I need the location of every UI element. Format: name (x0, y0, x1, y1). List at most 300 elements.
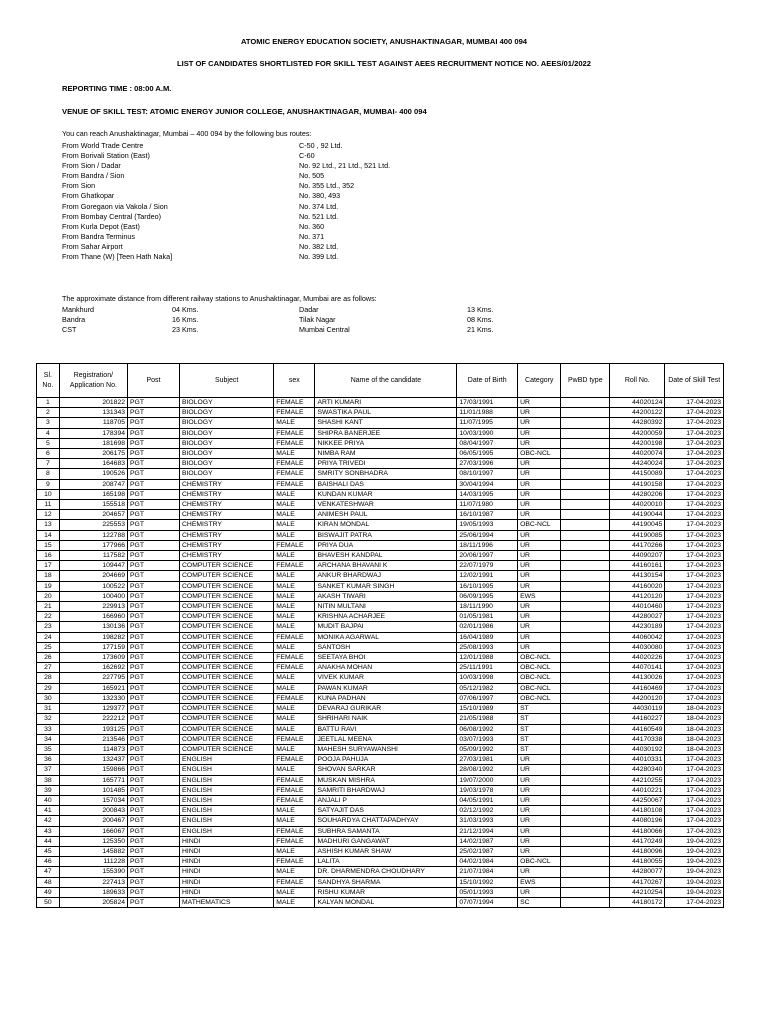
bus-route-from: From Borivali Station (East) (62, 151, 150, 161)
table-cell: UR (518, 398, 561, 408)
table-row (37, 683, 724, 693)
table-cell (561, 398, 610, 408)
table-cell: ST (518, 744, 561, 754)
table-cell: SUBHRA SAMANTA (315, 826, 457, 836)
table-cell: 19 (37, 581, 60, 591)
reporting-time: REPORTING TIME : 08:00 A.M. (62, 84, 172, 93)
table-cell: PGT (128, 438, 180, 448)
table-row (37, 510, 724, 520)
bus-route-number: No. 355 Ltd., 352 (299, 181, 355, 191)
table-cell: UR (518, 785, 561, 795)
table-cell: UR (518, 438, 561, 448)
table-cell: 44150089 (610, 469, 665, 479)
table-cell: FEMALE (274, 469, 315, 479)
table-cell: 17/03/1991 (457, 398, 518, 408)
table-cell (561, 653, 610, 663)
table-cell: NIMBA RAM (315, 449, 457, 459)
table-cell: 17-04-2023 (665, 520, 724, 530)
table-cell: CHEMISTRY (180, 530, 274, 540)
column-header: Date of Skill Test (665, 364, 724, 398)
table-cell: FEMALE (274, 632, 315, 642)
table-cell: 13 (37, 520, 60, 530)
table-cell: 11/07/1980 (457, 500, 518, 510)
table-cell: POOJA PAHUJA (315, 755, 457, 765)
table-row (37, 663, 724, 673)
table-cell: UR (518, 826, 561, 836)
table-cell: UR (518, 795, 561, 805)
station-distance: 16 Kms. (172, 315, 199, 325)
table-cell: 10 (37, 489, 60, 499)
table-row (37, 755, 724, 765)
table-cell: 14 (37, 530, 60, 540)
station-distance: 08 Kms. (467, 315, 494, 325)
table-cell (561, 683, 610, 693)
table-cell: 17-04-2023 (665, 479, 724, 489)
table-cell (561, 744, 610, 754)
table-cell: BHAVESH KANDPAL (315, 551, 457, 561)
table-cell: 20 (37, 591, 60, 601)
table-cell: 21/05/1988 (457, 714, 518, 724)
table-cell: PGT (128, 418, 180, 428)
table-cell: ST (518, 734, 561, 744)
table-cell: SWASTIKA PAUL (315, 408, 457, 418)
table-cell: 19/05/1993 (457, 520, 518, 530)
distance-intro: The approximate distance from different railway stations to Anushaktinagar, Mumbai are as follows: (62, 294, 377, 303)
table-cell: 04/05/1991 (457, 795, 518, 805)
table-cell: 165198 (59, 489, 127, 499)
table-cell: UR (518, 887, 561, 897)
table-cell (561, 775, 610, 785)
column-header: sex (274, 364, 315, 398)
table-cell (561, 857, 610, 867)
table-cell: MALE (274, 724, 315, 734)
table-cell: MALE (274, 642, 315, 652)
table-cell: 08/10/1997 (457, 469, 518, 479)
table-cell: COMPUTER SCIENCE (180, 612, 274, 622)
table-cell: 132437 (59, 755, 127, 765)
table-cell: 162692 (59, 663, 127, 673)
table-cell: 227795 (59, 673, 127, 683)
table-cell: 07/07/1994 (457, 897, 518, 907)
table-cell: 44240024 (610, 459, 665, 469)
table-cell: ARTI KUMARI (315, 398, 457, 408)
table-cell: EWS (518, 877, 561, 887)
table-cell: 16 (37, 551, 60, 561)
table-cell: FEMALE (274, 428, 315, 438)
table-cell: 44120120 (610, 591, 665, 601)
table-cell: 118705 (59, 418, 127, 428)
bus-route-number: No. 374 Ltd. (299, 201, 339, 211)
table-cell: SHRIHARI NAIK (315, 714, 457, 724)
table-cell: 15/10/1989 (457, 704, 518, 714)
table-cell: HINDI (180, 846, 274, 856)
table-cell: PGT (128, 744, 180, 754)
table-row (37, 653, 724, 663)
table-cell: ST (518, 704, 561, 714)
table-row (37, 857, 724, 867)
table-cell: SATYAJIT DAS (315, 806, 457, 816)
table-cell (561, 663, 610, 673)
station-distance: 13 Kms. (467, 305, 494, 314)
table-cell: 44020124 (610, 398, 665, 408)
table-row (37, 428, 724, 438)
table-cell: MALE (274, 683, 315, 693)
table-cell: PGT (128, 857, 180, 867)
table-cell: MALE (274, 551, 315, 561)
bus-route-from: From Bandra Terminus (62, 231, 135, 241)
table-cell: COMPUTER SCIENCE (180, 663, 274, 673)
table-row (37, 622, 724, 632)
table-cell: MALE (274, 897, 315, 907)
table-cell: 21/12/1994 (457, 826, 518, 836)
table-cell: MALE (274, 744, 315, 754)
table-cell: RISHU KUMAR (315, 887, 457, 897)
table-cell: 114873 (59, 744, 127, 754)
table-cell: PGT (128, 775, 180, 785)
table-cell: 44010331 (610, 755, 665, 765)
table-cell: 44190045 (610, 520, 665, 530)
table-row (37, 408, 724, 418)
table-cell: UR (518, 581, 561, 591)
table-cell (561, 602, 610, 612)
table-cell: 17-04-2023 (665, 571, 724, 581)
table-cell: OBC-NCL (518, 653, 561, 663)
table-cell: ENGLISH (180, 775, 274, 785)
table-cell: 132330 (59, 693, 127, 703)
table-cell: MALE (274, 602, 315, 612)
table-cell: 32 (37, 714, 60, 724)
table-cell: HINDI (180, 857, 274, 867)
table-row (37, 438, 724, 448)
table-cell: COMPUTER SCIENCE (180, 622, 274, 632)
table-cell: 44280340 (610, 765, 665, 775)
table-cell: 109447 (59, 561, 127, 571)
table-cell: 44170266 (610, 540, 665, 550)
table-cell: 17-04-2023 (665, 500, 724, 510)
table-cell: OBC-NCL (518, 683, 561, 693)
table-cell: 44200198 (610, 438, 665, 448)
table-cell: 49 (37, 887, 60, 897)
table-row (37, 459, 724, 469)
table-cell: MALE (274, 571, 315, 581)
table-cell: 39 (37, 785, 60, 795)
station-name: Tilak Nagar (299, 315, 336, 325)
table-cell: 29 (37, 683, 60, 693)
table-cell: FEMALE (274, 459, 315, 469)
column-header: Date of Birth (457, 364, 518, 398)
table-cell: COMPUTER SCIENCE (180, 602, 274, 612)
table-cell: OBC-NCL (518, 663, 561, 673)
station-name: Mumbai Central (299, 325, 350, 335)
table-cell (561, 806, 610, 816)
table-cell: PGT (128, 673, 180, 683)
table-cell: PGT (128, 551, 180, 561)
table-cell: PAWAN KUMAR (315, 683, 457, 693)
table-cell: KIRAN MONDAL (315, 520, 457, 530)
table-cell (561, 551, 610, 561)
table-cell: 100400 (59, 591, 127, 601)
table-cell: FEMALE (274, 653, 315, 663)
table-cell: 02/01/1986 (457, 622, 518, 632)
bus-route-from: From Thane (W) [Teen Hath Naka] (62, 252, 173, 262)
table-cell: ST (518, 724, 561, 734)
table-cell: COMPUTER SCIENCE (180, 704, 274, 714)
table-header-row (37, 364, 724, 398)
table-cell: 28/08/1992 (457, 765, 518, 775)
table-cell: UR (518, 602, 561, 612)
table-cell: 17-04-2023 (665, 612, 724, 622)
table-cell: PGT (128, 795, 180, 805)
table-row (37, 469, 724, 479)
table-cell: 17-04-2023 (665, 428, 724, 438)
table-cell: KALYAN MONDAL (315, 897, 457, 907)
table-cell: 200843 (59, 806, 127, 816)
table-cell: COMPUTER SCIENCE (180, 673, 274, 683)
table-cell: COMPUTER SCIENCE (180, 561, 274, 571)
table-cell (561, 755, 610, 765)
table-row (37, 775, 724, 785)
table-cell: 19-04-2023 (665, 857, 724, 867)
table-cell (561, 632, 610, 642)
table-cell: 229913 (59, 602, 127, 612)
table-row (37, 520, 724, 530)
table-cell: 22/07/1979 (457, 561, 518, 571)
station-distance: 04 Kms. (172, 305, 199, 314)
table-cell: 166960 (59, 612, 127, 622)
table-cell (561, 704, 610, 714)
table-cell: UR (518, 755, 561, 765)
table-cell: COMPUTER SCIENCE (180, 724, 274, 734)
table-cell: COMPUTER SCIENCE (180, 632, 274, 642)
table-cell: 47 (37, 867, 60, 877)
table-cell: 18/11/1996 (457, 540, 518, 550)
table-row (37, 704, 724, 714)
table-cell: PGT (128, 846, 180, 856)
table-cell: 44170249 (610, 836, 665, 846)
table-cell: 03/07/1993 (457, 734, 518, 744)
table-cell: ENGLISH (180, 826, 274, 836)
table-cell: PGT (128, 826, 180, 836)
table-cell: ST (518, 714, 561, 724)
table-row (37, 398, 724, 408)
table-cell: 17-04-2023 (665, 591, 724, 601)
table-cell: 198282 (59, 632, 127, 642)
table-cell: 17-04-2023 (665, 530, 724, 540)
table-cell: 44030080 (610, 642, 665, 652)
table-cell: MALE (274, 867, 315, 877)
table-cell: 17-04-2023 (665, 765, 724, 775)
table-cell: MALE (274, 449, 315, 459)
table-cell: ENGLISH (180, 785, 274, 795)
station-name: Mankhurd (62, 305, 94, 314)
table-cell: PGT (128, 449, 180, 459)
table-cell: 26 (37, 653, 60, 663)
bus-route-number: No. 505 (299, 171, 325, 181)
table-cell: 15 (37, 540, 60, 550)
table-cell: 18 (37, 571, 60, 581)
table-cell: SHOVAN SARKAR (315, 765, 457, 775)
table-row (37, 530, 724, 540)
table-cell: ASHISH KUMAR SHAW (315, 846, 457, 856)
table-cell: 46 (37, 857, 60, 867)
table-cell: UR (518, 459, 561, 469)
table-cell: 25/06/1994 (457, 530, 518, 540)
table-cell: 1 (37, 398, 60, 408)
table-cell: 27/03/1996 (457, 459, 518, 469)
table-cell: 44010221 (610, 785, 665, 795)
table-cell: BIOLOGY (180, 418, 274, 428)
table-cell: 111228 (59, 857, 127, 867)
table-cell: 122788 (59, 530, 127, 540)
table-cell: 165771 (59, 775, 127, 785)
table-cell: 129377 (59, 704, 127, 714)
bus-route-from: From Sahar Airport (62, 241, 123, 251)
bus-route-number: No. 371 (299, 231, 325, 241)
table-cell: 225553 (59, 520, 127, 530)
table-cell: EWS (518, 591, 561, 601)
table-cell: MADHURI GANGAWAT (315, 836, 457, 846)
table-cell: PGT (128, 877, 180, 887)
table-cell: 01/05/1981 (457, 612, 518, 622)
table-cell: 17-04-2023 (665, 897, 724, 907)
table-cell: 44020010 (610, 500, 665, 510)
table-cell: FEMALE (274, 398, 315, 408)
table-cell: UR (518, 765, 561, 775)
table-cell: 17-04-2023 (665, 459, 724, 469)
table-cell: 06/05/1995 (457, 449, 518, 459)
table-cell: FEMALE (274, 479, 315, 489)
table-cell: PGT (128, 714, 180, 724)
table-cell (561, 479, 610, 489)
table-cell: UR (518, 867, 561, 877)
table-cell: 4 (37, 428, 60, 438)
table-cell: 190526 (59, 469, 127, 479)
table-cell: HINDI (180, 836, 274, 846)
table-cell (561, 734, 610, 744)
table-cell: 181698 (59, 438, 127, 448)
table-cell (561, 500, 610, 510)
table-cell: UR (518, 500, 561, 510)
column-header: Subject (180, 364, 274, 398)
table-cell: MALE (274, 887, 315, 897)
table-cell: 177966 (59, 540, 127, 550)
table-cell (561, 530, 610, 540)
table-cell (561, 591, 610, 601)
table-cell: MALE (274, 612, 315, 622)
table-cell: 44180055 (610, 857, 665, 867)
table-cell: PGT (128, 398, 180, 408)
table-cell: 44180172 (610, 897, 665, 907)
table-cell: 12/01/1988 (457, 653, 518, 663)
table-cell (561, 887, 610, 897)
table-cell: CHEMISTRY (180, 510, 274, 520)
table-row (37, 561, 724, 571)
table-cell: 44070141 (610, 663, 665, 673)
table-cell: 204657 (59, 510, 127, 520)
bus-route-from: From Bandra / Sion (62, 171, 125, 181)
table-cell: PRIYA TRIVEDI (315, 459, 457, 469)
table-cell: SC (518, 897, 561, 907)
table-cell: BATTU RAVI (315, 724, 457, 734)
table-cell: FEMALE (274, 836, 315, 846)
table-cell: UR (518, 836, 561, 846)
table-cell: 31 (37, 704, 60, 714)
table-row (37, 897, 724, 907)
table-cell: MUDIT BAJPAI (315, 622, 457, 632)
table-cell: COMPUTER SCIENCE (180, 734, 274, 744)
table-cell: 17-04-2023 (665, 489, 724, 499)
table-cell: 10/03/1998 (457, 673, 518, 683)
table-cell: 17-04-2023 (665, 510, 724, 520)
table-cell: 05/09/1992 (457, 744, 518, 754)
table-cell: 19-04-2023 (665, 836, 724, 846)
table-cell: PGT (128, 520, 180, 530)
table-cell: 17-04-2023 (665, 418, 724, 428)
table-cell: PGT (128, 836, 180, 846)
table-cell (561, 785, 610, 795)
table-cell: 35 (37, 744, 60, 754)
table-cell: 27/03/1981 (457, 755, 518, 765)
table-cell: UR (518, 540, 561, 550)
table-cell (561, 449, 610, 459)
table-cell: HINDI (180, 887, 274, 897)
table-cell: 16/10/1995 (457, 581, 518, 591)
table-cell: 178394 (59, 428, 127, 438)
table-cell: 189633 (59, 887, 127, 897)
table-cell: FEMALE (274, 408, 315, 418)
table-row (37, 836, 724, 846)
table-row (37, 479, 724, 489)
table-cell: COMPUTER SCIENCE (180, 744, 274, 754)
table-row (37, 642, 724, 652)
table-cell (561, 897, 610, 907)
station-name: Dadar (299, 305, 319, 314)
table-cell: UR (518, 510, 561, 520)
table-row (37, 571, 724, 581)
table-cell: 208747 (59, 479, 127, 489)
table-cell: 166067 (59, 826, 127, 836)
table-cell (561, 428, 610, 438)
table-cell: ARCHANA BHAVANI K (315, 561, 457, 571)
table-cell (561, 489, 610, 499)
table-cell (561, 510, 610, 520)
table-cell: 165921 (59, 683, 127, 693)
table-cell (561, 408, 610, 418)
list-title: LIST OF CANDIDATES SHORTLISTED FOR SKILL TEST AGAINST AEES RECRUITMENT NOTICE NO. AEES/01/2022 (176, 59, 592, 68)
table-cell: 37 (37, 765, 60, 775)
table-cell: CHEMISTRY (180, 551, 274, 561)
table-cell: HINDI (180, 877, 274, 887)
table-cell: ENGLISH (180, 765, 274, 775)
table-cell: 17-04-2023 (665, 469, 724, 479)
table-cell (561, 816, 610, 826)
station-name: Bandra (62, 315, 86, 325)
table-cell: MONIKA AGARWAL (315, 632, 457, 642)
table-cell: 227413 (59, 877, 127, 887)
table-cell: 14/02/1987 (457, 836, 518, 846)
table-cell: 11 (37, 500, 60, 510)
table-cell: 41 (37, 806, 60, 816)
table-row (37, 724, 724, 734)
table-cell: PGT (128, 642, 180, 652)
table-cell: BIOLOGY (180, 398, 274, 408)
bus-route-from: From Sion / Dadar (62, 161, 121, 171)
table-cell: 3 (37, 418, 60, 428)
bus-route-from: From Bombay Central (Tardeo) (62, 211, 162, 221)
table-cell: 33 (37, 724, 60, 734)
table-cell (561, 612, 610, 622)
table-cell: 2 (37, 408, 60, 418)
